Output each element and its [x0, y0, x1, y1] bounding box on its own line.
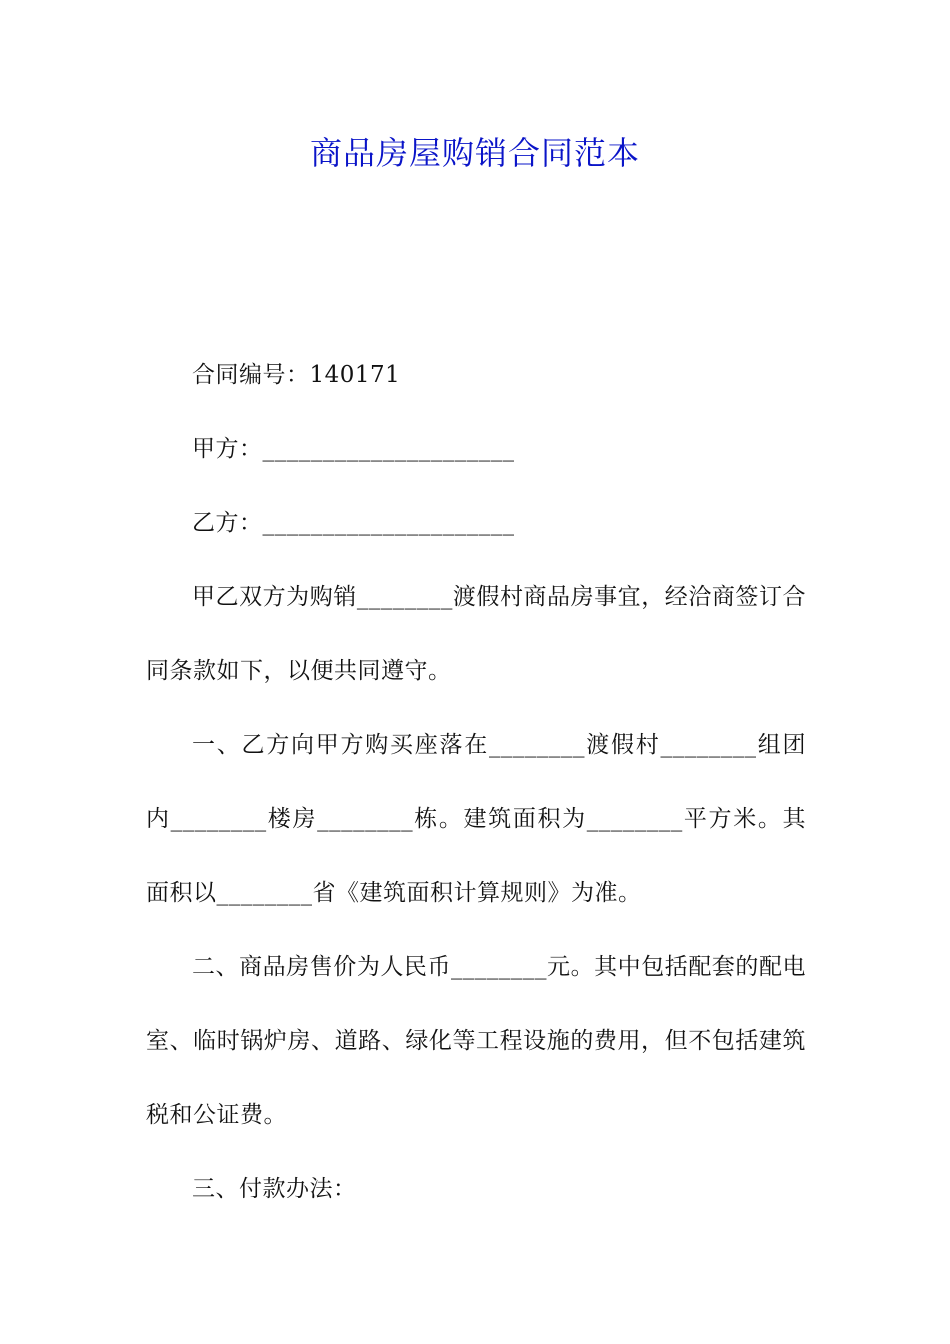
contract-number: 合同编号：140171	[192, 362, 401, 388]
clause-2-paragraph: 二、商品房售价为人民币________元。其中包括配套的配电室、临时锅炉房、道路、绿化等工程设施的费用，但不包括建筑税和公证费。	[146, 954, 806, 1128]
page-title: 商品房屋购销合同范本	[309, 134, 640, 172]
preamble-paragraph: 甲乙双方为购销________渡假村商品房事宜，经洽商签订合同条款如下，以便共同遵守。	[146, 584, 806, 684]
contract-body	[146, 338, 806, 1226]
clause-3-heading: 三、付款办法：	[192, 1176, 357, 1202]
clause-1-paragraph: 一、乙方向甲方购买座落在________渡假村________组团内________楼房________栋。建筑面积为________平方米。其面积以________省《建筑面积计算规则》为准。	[146, 732, 806, 906]
party-a-line: 甲方：_____________________	[192, 436, 515, 462]
party-b-line: 乙方：_____________________	[192, 510, 515, 536]
